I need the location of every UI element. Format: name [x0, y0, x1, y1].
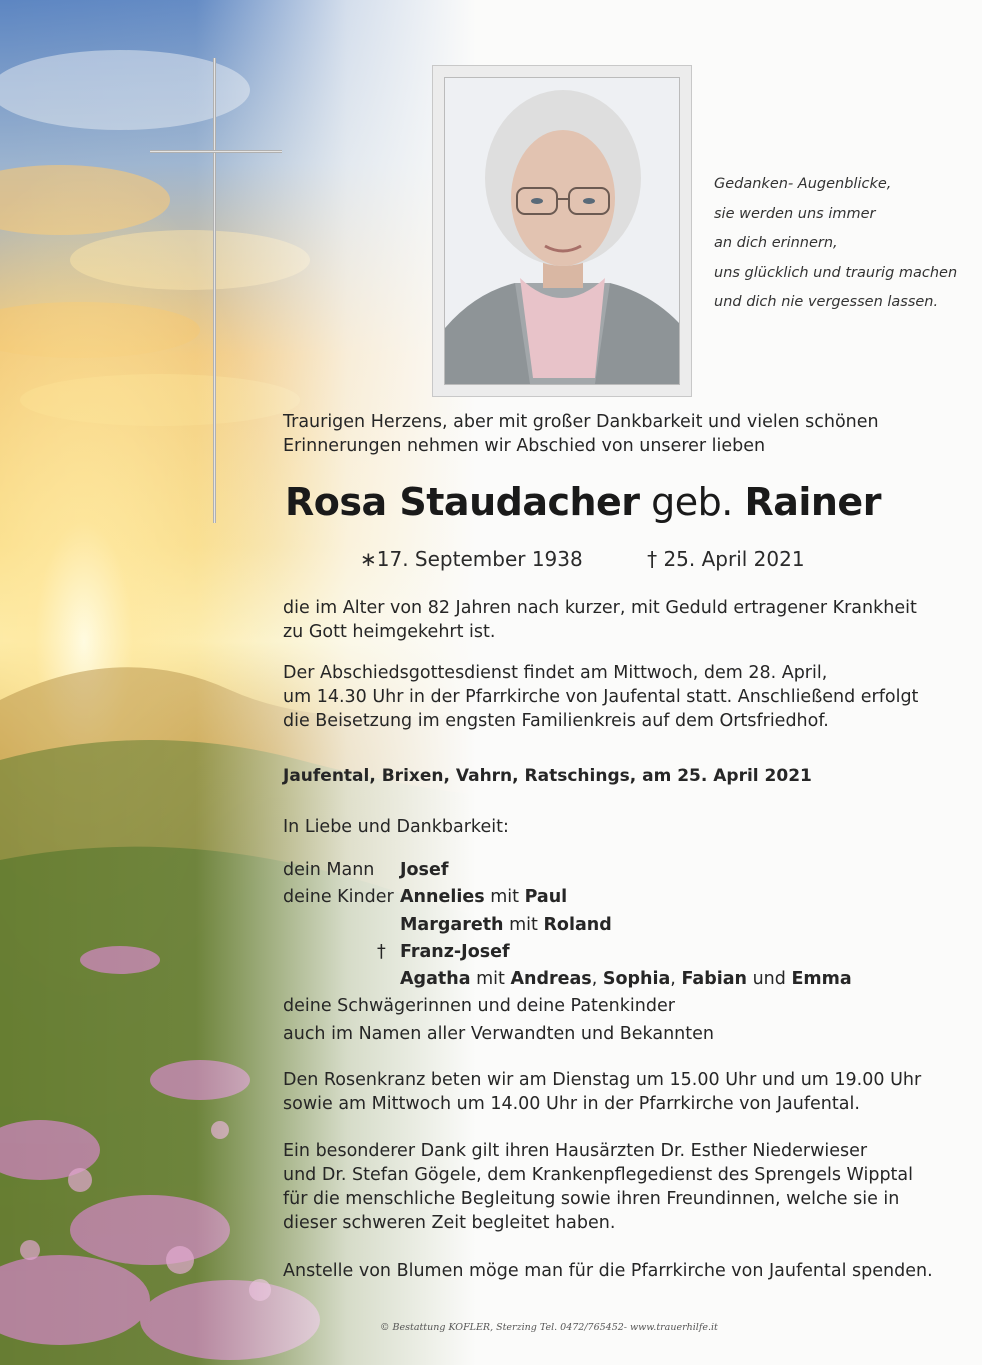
child-name: Annelies: [400, 887, 485, 908]
life-dates: [360, 547, 805, 571]
cross-icon-vertical-beam: [213, 58, 216, 523]
rosary-line: Den Rosenkranz beten wir am Dienstag um 15.00 Uhr und um 19.00 Uhr: [283, 1070, 922, 1090]
acknowledgement-line: dieser schweren Zeit begleitet haben.: [283, 1213, 616, 1233]
partner-name: Paul: [524, 887, 568, 908]
thanks-heading: In Liebe und Dankbarkeit:: [283, 817, 509, 837]
maiden-name: Rainer: [744, 480, 881, 524]
separator: ,: [670, 969, 676, 990]
family-row-child: [283, 939, 973, 966]
acknowledgement-paragraph: [283, 1139, 973, 1235]
funeral-service-paragraph: [283, 661, 973, 733]
poem-line: an dich erinnern,: [714, 235, 838, 252]
partner-name: Roland: [543, 914, 612, 935]
donation-note: Anstelle von Blumen möge man für die Pfarrkirche von Jaufental spenden.: [283, 1261, 933, 1281]
intro-paragraph: [283, 410, 973, 458]
passing-line: zu Gott heimgekehrt ist.: [283, 622, 496, 642]
deceased-name: [0, 480, 982, 524]
conjunction: mit: [490, 887, 519, 908]
poem-line: Gedanken- Augenblicke,: [714, 176, 892, 192]
rosary-paragraph: [283, 1068, 973, 1116]
passing-line: die im Alter von 82 Jahren nach kurzer, mit Geduld ertragener Krankheit: [283, 598, 917, 618]
cross-icon-horizontal-beam: [150, 150, 282, 153]
portrait-frame: [432, 65, 692, 397]
rosary-line: sowie am Mittwoch um 14.00 Uhr in der Pfarrkirche von Jaufental.: [283, 1094, 860, 1114]
child-name: Agatha: [400, 969, 471, 990]
intro-line: Erinnerungen nehmen wir Abschied von unserer lieben: [283, 436, 766, 456]
partner-name: Andreas: [510, 969, 592, 990]
service-line: um 14.30 Uhr in der Pfarrkirche von Jaufental statt. Anschließend erfolgt: [283, 687, 919, 707]
grandchild-name: Fabian: [681, 969, 747, 990]
birth-date: ∗17. September 1938: [360, 547, 583, 571]
birth-name-prefix: geb.: [651, 480, 733, 524]
family-row-child: [283, 912, 973, 939]
deceased-full-name: Rosa Staudacher: [285, 480, 640, 524]
poem-line: und dich nie vergessen lassen.: [714, 294, 939, 311]
deceased-cross-mark: †: [377, 941, 386, 962]
acknowledgement-line: Ein besonderer Dank gilt ihren Hausärzten Dr. Esther Niederwieser: [283, 1141, 868, 1161]
family-role: dein Mann: [283, 860, 375, 880]
family-row-child: [283, 884, 973, 911]
child-name: Franz-Josef: [400, 941, 510, 962]
family-list: [283, 857, 973, 1048]
conjunction: mit: [476, 969, 505, 990]
service-line: Der Abschiedsgottesdienst findet am Mittwoch, dem 28. April,: [283, 663, 828, 683]
family-row-husband: [283, 857, 973, 884]
conjunction: mit: [509, 914, 538, 935]
passing-paragraph: [283, 596, 973, 644]
place-and-date: Jaufental, Brixen, Vahrn, Ratschings, am 25. April 2021: [283, 766, 812, 786]
family-row-extended: [283, 1021, 973, 1048]
acknowledgement-line: für die menschliche Begleitung sowie ihren Freundinnen, welche sie in: [283, 1189, 900, 1209]
memorial-poem: [714, 170, 974, 318]
child-name: Margareth: [400, 914, 504, 935]
conjunction: und: [752, 969, 786, 990]
poem-line: sie werden uns immer: [714, 205, 876, 222]
family-line: auch im Namen aller Verwandten und Bekannten: [283, 1023, 714, 1044]
separator: ,: [591, 969, 598, 990]
family-row-child: [283, 966, 973, 993]
acknowledgement-line: und Dr. Stefan Gögele, dem Krankenpflegedienst des Sprengels Wipptal: [283, 1165, 913, 1185]
family-role: deine Kinder: [283, 887, 394, 908]
grandchild-name: Sophia: [602, 969, 671, 990]
family-row-extended: [283, 993, 973, 1020]
portrait-photo: [444, 77, 680, 385]
family-line: deine Schwägerinnen und deine Patenkinder: [283, 996, 675, 1017]
intro-line: Traurigen Herzens, aber mit großer Dankbarkeit und vielen schönen: [283, 412, 879, 432]
service-line: die Beisetzung im engsten Familienkreis auf dem Ortsfriedhof.: [283, 711, 829, 731]
death-date: † 25. April 2021: [647, 547, 805, 571]
funeral-home-footer: © Bestattung KOFLER, Sterzing Tel. 0472/765452- www.trauerhilfe.it: [380, 1322, 718, 1333]
grandchild-name: Emma: [791, 969, 852, 990]
husband-name: Josef: [400, 860, 449, 880]
poem-line: uns glücklich und traurig machen: [714, 264, 958, 281]
